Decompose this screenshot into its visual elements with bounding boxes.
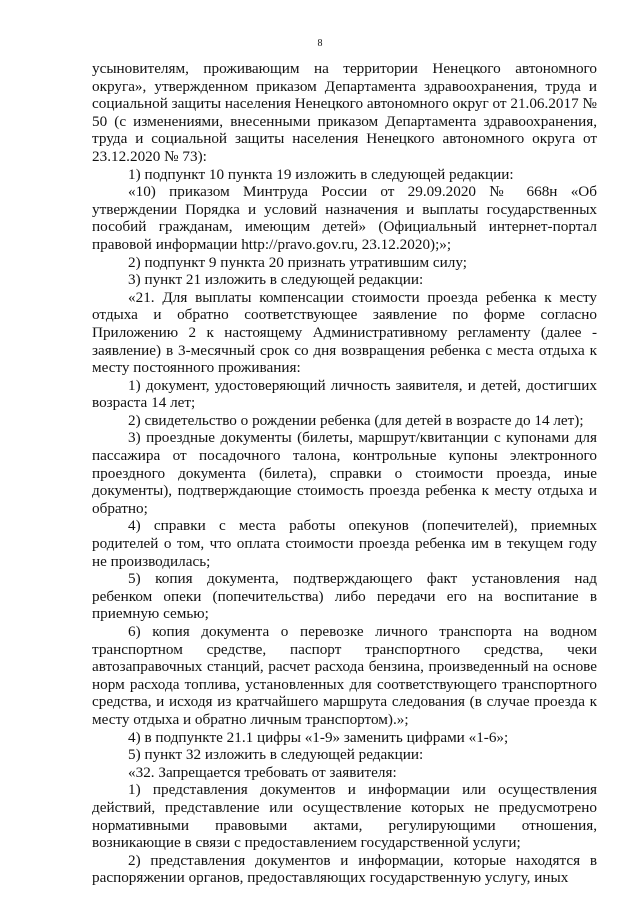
amendment-item-2: 2) подпункт 9 пункта 20 признать утратившим силу; (128, 253, 467, 271)
amendment-item-1: 1) подпункт 10 пункта 19 изложить в следующей редакции: (128, 165, 514, 183)
clause-21-item-4: 4) справки с места работы опекунов (попечителей), приемных родителей о том, что оплата стоимости проезда ребенка им в текущем году не производилась; (92, 517, 597, 570)
clause-21-item-5: 5) копия документа, подтверждающего факт установления над ребенком опеки (попечительства) либо передачи его на воспитание в приемную семью; (92, 570, 597, 623)
amendment-item-5: 5) пункт 32 изложить в следующей редакции: (128, 746, 424, 764)
quoted-clause-32: «32. Запрещается требовать от заявителя: (128, 763, 397, 781)
clause-32-item-1: 1) представления документов и информации или осуществления действий, представление или осуществление которых не предусмотрено нормативными правовыми актами, регулирующими отношения, возникающие в связи с предоставлением государственной услуги; (92, 781, 597, 852)
page-number: 8 (317, 38, 323, 49)
clause-21-item-3: 3) проездные документы (билеты, маршрут/квитанции с купонами для пассажира от посадочного талона, контрольные купоны электронного проездного документа (билета), справки о стоимости проезда, иные документы), подтверждающие стоимость проезда ребенка к месту отдыха и обратно; (92, 429, 597, 517)
amendment-item-3: 3) пункт 21 изложить в следующей редакции: (128, 271, 424, 289)
clause-21-item-2: 2) свидетельство о рождении ребенка (для детей в возрасте до 14 лет); (128, 411, 584, 429)
quoted-clause-21: «21. Для выплаты компенсации стоимости проезда ребенка к месту отдыха и обратно соответствующее заявление по форме согласно Приложению 2 к настоящему Административному регламенту (далее - заявление) в 3-месячный срок со дня возвращения ребенка с места отдыха к месту постоянного проживания: (92, 288, 597, 377)
quoted-subitem-10: «10) приказом Минтруда России от 29.09.2020 № 668н «Об утверждении Порядка и условий назначения и выплаты государственных пособий гражданам, имеющим детей» (Официальный интернет-портал правовой информации http://pravo.gov.ru, 23.12.2020);»; (92, 183, 597, 253)
clause-21-item-6: 6) копия документа о перевозке личного транспорта на водном транспортном средстве, паспорт транспортного средства, чеки автозаправочных станций, расчет расхода бензина, произведенный на основе норм расхода топлива, установленных для соответствующего транспортного средства, и исходя из кратчайшего маршрута следования (в случае проезда к месту отдыха и обратно личным транспортом).»; (92, 623, 597, 728)
clause-32-item-2: 2) представления документов и информации, которые находятся в распоряжении органов, предоставляющих государственную услугу, иных (92, 851, 597, 887)
amendment-item-4: 4) в подпункте 21.1 цифры «1-9» заменить цифрами «1-6»; (128, 728, 509, 746)
document-body (92, 60, 597, 887)
intro-paragraph: усыновителям, проживающим на территории Ненецкого автономного округа», утвержденном приказом Департамента здравоохранения, труда и социальной защиты населения Ненецкого автономного округ от 21.06.2017 № 50 (с изменениями, внесенными приказом Департамента здравоохранения, труда и социальной защиты населения Ненецкого автономного округа от 23.12.2020 № 73): (92, 60, 597, 165)
clause-21-item-1: 1) документ, удостоверяющий личность заявителя, и детей, достигших возраста 14 лет; (92, 376, 597, 412)
